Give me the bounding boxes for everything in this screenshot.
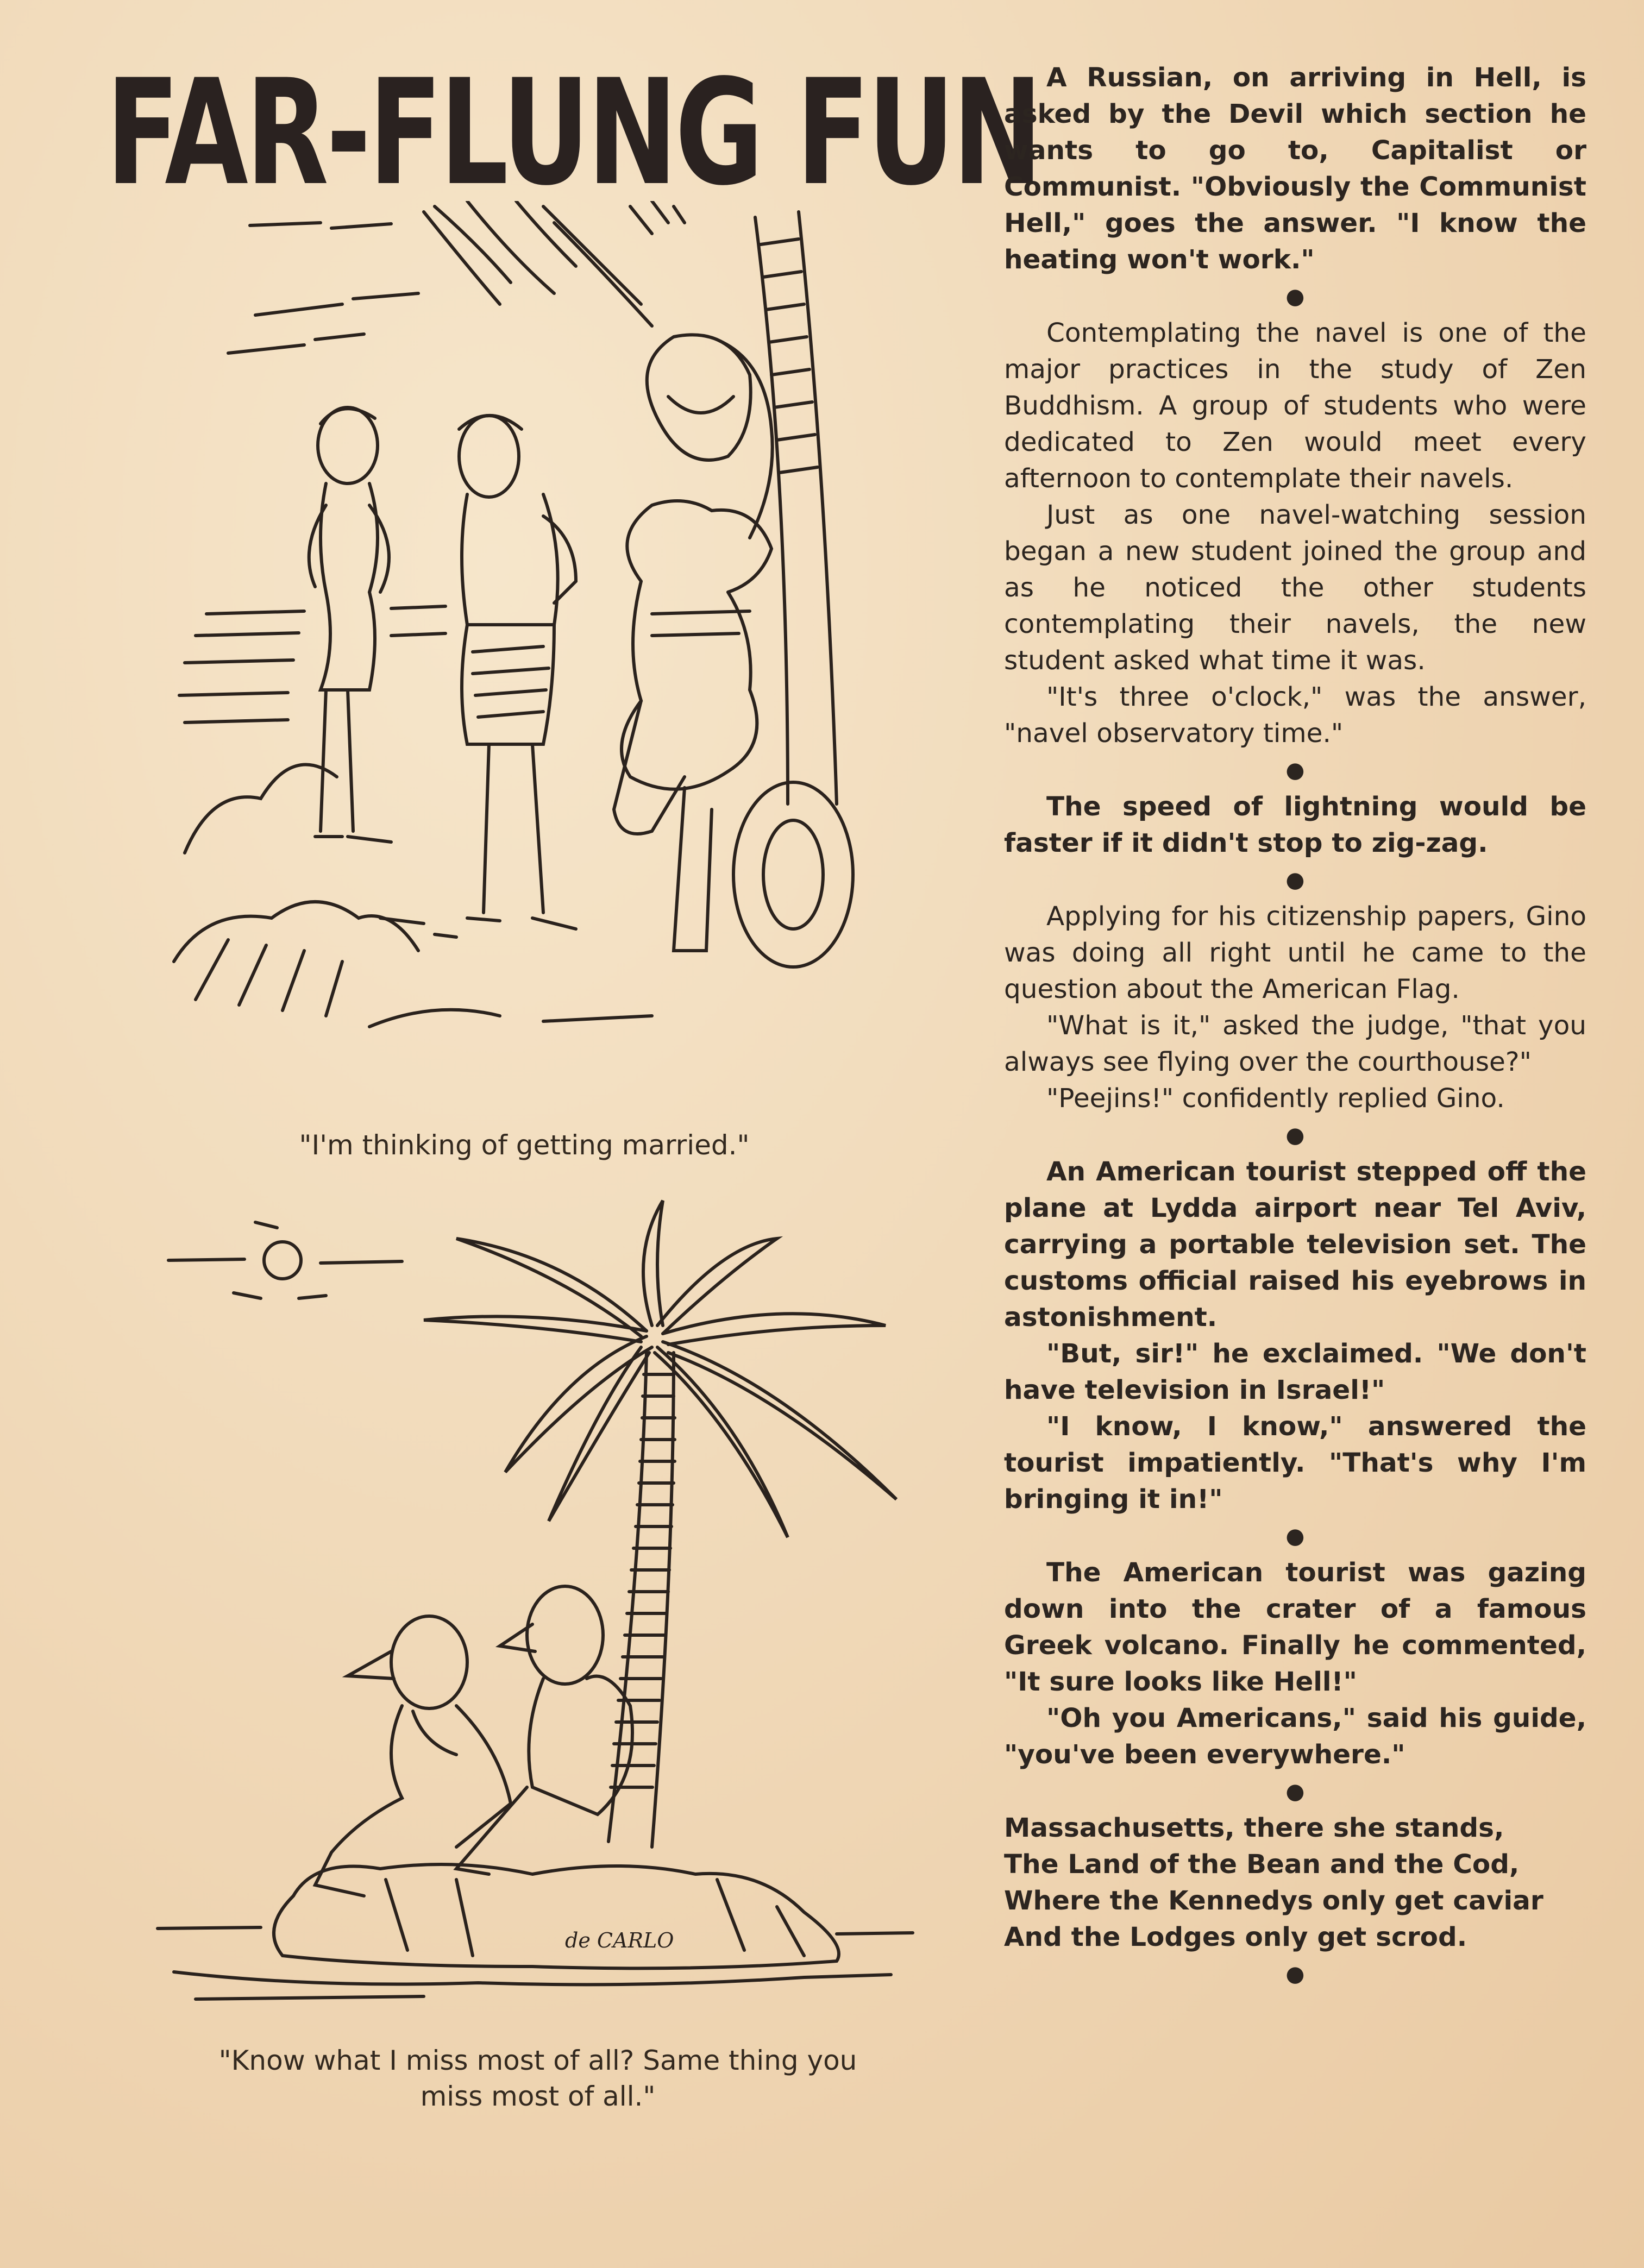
massachusetts-poem: [1004, 1810, 1586, 1956]
joke-volcano-intro: The American tourist was gazing down into the crater of a famous Greek volcano. Finally he commented, "It sure looks like Hell!": [1004, 1557, 1586, 1697]
cartoon-island-caption-line2: miss most of all.": [420, 2081, 656, 2112]
joke-television-intro: An American tourist stepped off the plane at Lydda airport near Tel Aviv, carrying a portable television set. The customs official raised his eyebrows in astonishment.: [1004, 1157, 1586, 1333]
cartoon-island-signature: de CARLO: [565, 1928, 674, 1952]
poem-line: The Land of the Bean and the Cod,: [1004, 1849, 1520, 1880]
joke-gino-question: "What is it," asked the judge, "that you always see flying over the courthouse?": [1004, 1010, 1586, 1077]
poem-line: Massachusetts, there she stands,: [1004, 1813, 1504, 1843]
page-title: FAR-FLUNG FUN: [106, 48, 1040, 218]
joke-gino-intro: Applying for his citizenship papers, Gino was doing all right until he came to the question about the American Flag.: [1004, 901, 1586, 1004]
cartoon-beach-illustration: [163, 201, 886, 1103]
poem-line: Where the Kennedys only get caviar: [1004, 1886, 1543, 1916]
joke-russian: A Russian, on arriving in Hell, is asked by the Devil which section he wants to go to, Capitalist or Communist. "Obviously the Communist Hell," goes the answer. "I know the heating won't work.": [1004, 62, 1586, 275]
joke-lightning: The speed of lightning would be faster if it didn't stop to zig-zag.: [1004, 791, 1586, 858]
separator-bullet: ●: [1285, 1524, 1305, 1549]
joke-zen-body: Just as one navel-watching session began a new student joined the group and as he noticed the other students contemplating their navels, the new student asked what time it was.: [1004, 500, 1586, 676]
joke-television-punchline: "I know, I know," answered the tourist impatiently. "That's why I'm bringing it in!": [1004, 1411, 1586, 1515]
cartoon-island-caption: [141, 2043, 934, 2114]
joke-zen-intro: Contemplating the navel is one of the major practices in the study of Zen Buddhism. A group of students who were dedicated to Zen would meet every afternoon to contemplate their navels.: [1004, 318, 1586, 494]
separator-bullet: ●: [1285, 1123, 1305, 1148]
cartoon-island-caption-line1: "Know what I miss most of all? Same thing you: [218, 2045, 857, 2076]
separator-bullet: ●: [1285, 758, 1305, 783]
joke-television-official: "But, sir!" he exclaimed. "We don't have television in Israel!": [1004, 1339, 1586, 1405]
joke-gino-punchline: "Peejins!" confidently replied Gino.: [1046, 1083, 1505, 1114]
joke-volcano-punchline: "Oh you Americans," said his guide, "you've been everywhere.": [1004, 1703, 1586, 1770]
separator-bullet: ●: [1285, 1779, 1305, 1804]
joke-zen-punchline: "It's three o'clock," was the answer, "navel observatory time.": [1004, 682, 1586, 749]
separator-bullet: ●: [1285, 868, 1305, 893]
separator-bullet: ●: [1285, 1962, 1305, 1987]
jokes-column: [1004, 60, 1586, 1993]
cartoon-beach-caption: "I'm thinking of getting married.": [299, 1129, 750, 1161]
poem-line: And the Lodges only get scrod.: [1004, 1922, 1467, 1952]
separator-bullet: ●: [1285, 284, 1305, 309]
cartoon-island-illustration: [152, 1190, 924, 2037]
